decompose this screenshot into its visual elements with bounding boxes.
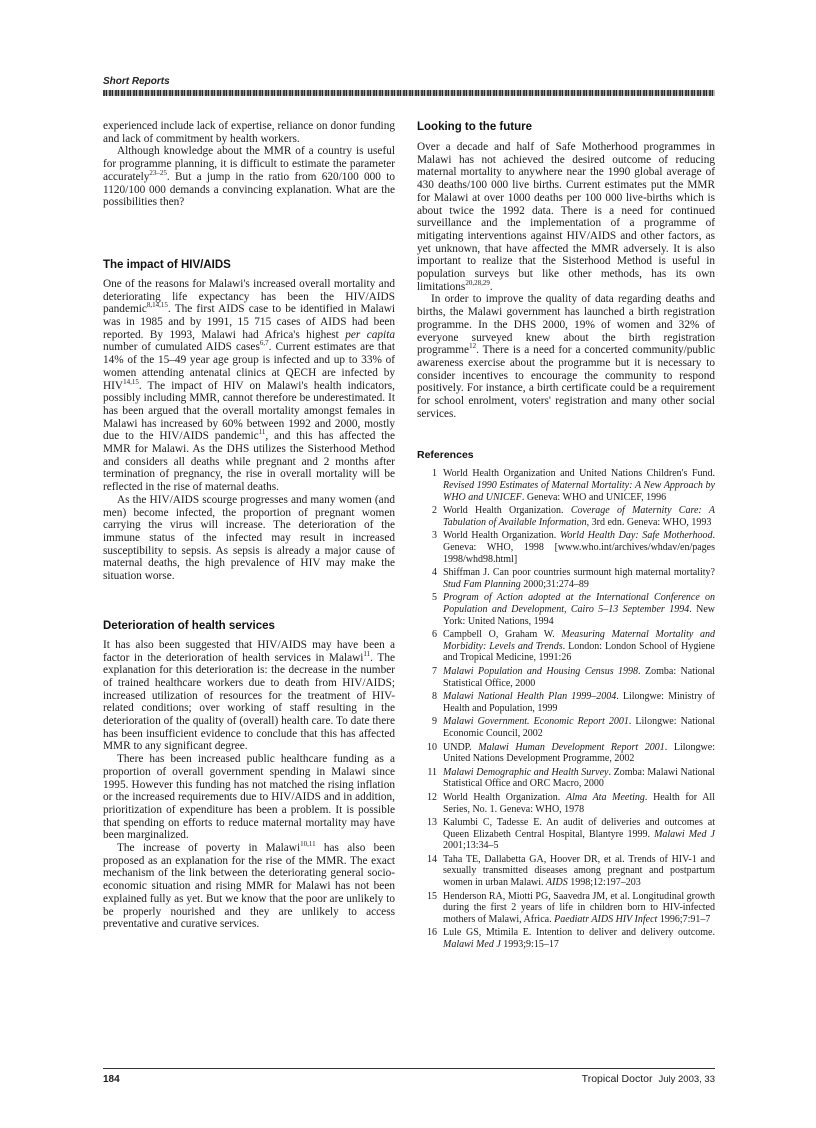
paragraph-future-2: In order to improve the quality of data regarding deaths and births, the Malawi government has launched a birth registration programme. In the DHS 2000, 19% of women and 32% of everyone surveyed knew about the birth registration programme$^{12}$. There is a need for a concerted community/public awareness exercise about the programme but it is necessary to consider incentives to encourage the community to respond positively. For instance, a birth certificate could be a requirement for school enrolment, voters' registration and many other social services. (417, 293, 715, 420)
reference-number: 9 (432, 716, 437, 728)
paragraph-hiv-2: As the HIV/AIDS scourge progresses and many women (and men) become infected, the proportion of pregnant women carrying the virus will increase. The deterioration of the immune status of the infected may result in increased susceptibility to sepsis. As sepsis is already a major cause of maternal deaths, the high prevalence of HIV may make the situation worse. (103, 493, 395, 583)
reference-item (417, 530, 715, 565)
reference-item (417, 817, 715, 852)
paragraph-poverty: The increase of poverty in Malawi$^{10,11}$ has also been proposed as an explanation for the rise of the MMR. The exact mechanism of the link between the deteriorating general socio-economic situation and rising MMR for Malawi has not been explained fully as yet. But we know that the poor are unlikely to be properly nourished and they are unlikely to access preventative and curative services. (103, 840, 395, 931)
reference-item (417, 742, 715, 765)
paragraph-deterioration-2: There has been increased public healthcare funding as a proportion of overall government spending in Malawi since 1995. However this funding has not matched the rising inflation or the increased requirements due to HIV/AIDS and in addition, prioritization of expenditure has been a problem. It is possible that spending on efforts to reduce maternal mortality may have been marginalized. (103, 753, 395, 842)
reference-text: Campbell O, Graham W. Measuring Maternal Mortality and Morbidity: Levels and Trends. London: London School of Hygiene and Tropical Medicine, 1991:26 (443, 629, 716, 664)
reference-item (417, 891, 715, 926)
reference-number: 7 (432, 665, 437, 677)
reference-text: Malawi Demographic and Health Survey. Zomba: Malawi National Statistical Office and ORC Macro, 2000 (443, 766, 715, 790)
reference-number: 4 (432, 567, 437, 579)
reference-item (417, 592, 715, 627)
paragraph-mmr-estimate: Although knowledge about the MMR of a country is useful for programme planning, it is difficult to estimate the parameter accurately$^{23-25}$. But a jump in the ratio from 620/100 000 to 1120/100 000 demands a convincing explanation. What are the possibilities then? (103, 145, 395, 209)
intro-paragraph: experienced include lack of expertise, reliance on donor funding and lack of commitment by health workers. (103, 120, 395, 145)
reference-number: 15 (427, 890, 437, 902)
reference-number: 10 (427, 741, 437, 753)
reference-text: Shiffman J. Can poor countries surmount high maternal mortality? Stud Fam Planning 2000;31:274–89 (443, 567, 715, 590)
reference-item (417, 767, 715, 790)
right-column (417, 120, 715, 953)
reference-text: Lule GS, Mtimila E. Intention to deliver and delivery outcome. Malawi Med J 1993;9:15–17 (443, 927, 715, 951)
reference-text: World Health Organization. World Health Day: Safe Motherhood. Geneva: WHO, 1998 [www.who.int/archives/whdav/en/pages 1998/whd98.html] (443, 530, 715, 565)
reference-text: World Health Organization. Coverage of Maternity Care: A Tabulation of Available Information, 3rd edn. Geneva: WHO, 1993 (443, 505, 715, 528)
reference-text: Malawi National Health Plan 1999–2004. Lilongwe: Ministry of Health and Population, 1999 (443, 691, 715, 714)
paragraph-hiv-1: One of the reasons for Malawi's increased overall mortality and deteriorating life expectancy has been the HIV/AIDS pandemic$^{8,14,15}$. The first AIDS case to be identified in Malawi was in 1985 and by 1991, 15 715 cases of AIDS had been reported. By 1993, Malawi had Africa's highest per capita number of cumulated AIDS cases$^{6,7}$. Current estimates are that 14% of the 15–49 year age group is infected and up to 33% of women attending antenatal clinics at QECH are infected by HIV$^{14,15}$. The impact of HIV on Malawi's health indicators, possibly including MMR, cannot therefore be underestimated. It has been argued that the overall mortality amongst females in Malawi has increased by 60% between 1992 and 2000, mostly due to the HIV/AIDS pandemic$^{11}$, and this has affected the MMR for Malawi. As the DHS utilizes the Sisterhood Method and considers all deaths while pregnant and 2 months after termination of pregnancy, the rise in overall mortality will be reflected in the rise of maternal deaths. (103, 277, 395, 494)
reference-item (417, 927, 715, 950)
reference-item (417, 505, 715, 528)
reference-text: World Health Organization. Alma Ata Meeting. Health for All Series, No. 1. Geneva: WHO, 1978 (443, 791, 715, 815)
reference-item (417, 468, 715, 503)
reference-text: Henderson RA, Miotti PG, Saavedra JM, et al. Longitudinal growth during the first 2 years of life in children born to HIV-infected mothers of Malawi, Africa. Paediatr AIDS HIV Infect 1996;7:91–7 (443, 890, 715, 925)
journal-citation: Tropical Doctor July 2003, 33 (581, 1073, 715, 1085)
reference-list (417, 468, 715, 950)
reference-number: 5 (432, 592, 437, 604)
reference-text: Kalumbi C, Tadesse E. An audit of deliveries and outcomes at Queen Elizabeth Central Hospital, Blantyre 1999. Malawi Med J 2001;13:34–5 (443, 817, 715, 852)
reference-item (417, 666, 715, 689)
heading-hiv-impact: The impact of HIV/AIDS (103, 258, 231, 271)
heading-looking-future: Looking to the future (417, 121, 532, 133)
reference-item (417, 567, 715, 590)
footer-rule (103, 1068, 715, 1069)
reference-item (417, 792, 715, 815)
heading-references: References (417, 449, 474, 462)
heading-health-services: Deterioration of health services (103, 619, 275, 632)
reference-text: World Health Organization and United Nations Children's Fund. Revised 1990 Estimates of Maternal Mortality: A New Approach by WHO and UNICEF. Geneva: WHO and UNICEF, 1996 (443, 468, 715, 503)
reference-item (417, 854, 715, 889)
header-rule (103, 90, 715, 96)
reference-text: Program of Action adopted at the International Conference on Population and Development, Cairo 5–13 September 1994. New York: United Nations, 1994 (443, 592, 715, 627)
reference-item (417, 691, 715, 714)
reference-number: 3 (432, 530, 437, 542)
reference-number: 11 (427, 766, 437, 778)
reference-number: 14 (427, 853, 437, 865)
paragraph-deterioration-1: It has also been suggested that HIV/AIDS may have been a factor in the deterioration of health services in Malawi$^{11}$. The explanation for this deterioration is: the decrease in the number of trained healthcare workers due to death from HIV/AIDS; increased utilization of resources for the treatment of HIV-related conditions; over working of staff resulting in the deterioration of the quality of (overall) health care. To date there has been insufficient evidence to conclude that this has affected MMR to any significant degree. (103, 638, 395, 753)
running-header: Short Reports (103, 76, 170, 87)
reference-text: Malawi Population and Housing Census 1998. Zomba: National Statistical Office, 2000 (443, 665, 715, 689)
reference-item (417, 629, 715, 664)
left-column (103, 120, 395, 931)
page-number: 184 (103, 1074, 120, 1085)
reference-number: 6 (432, 629, 437, 641)
reference-text: Malawi Government. Economic Report 2001. Lilongwe: National Economic Council, 2002 (443, 716, 716, 739)
reference-item (417, 716, 715, 739)
reference-number: 12 (427, 791, 437, 803)
paragraph-future-1: Over a decade and half of Safe Motherhood programmes in Malawi has not achieved the desired outcome of reducing maternal mortality to anywhere near the 1990 global average of 430 deaths/100 000 live births. Current estimates put the MMR for Malawi at over 1000 deaths per 100 000 live-births which is about twice the 1992 data. There is a need for continued surveillance and the implementation of a programme of mitigating interventions against HIV/AIDS and other factors, as yet unknown, that have affected the MMR adversely. It is also important to realize that the Sisterhood Method is useful in population surveys but like other methods, has its own limitations$^{20,28,29}$. (417, 141, 715, 293)
reference-number: 13 (427, 817, 437, 829)
reference-number: 16 (427, 927, 437, 939)
reference-text: UNDP. Malawi Human Development Report 2001. Lilongwe: United Nations Development Programme, 2002 (443, 741, 715, 765)
reference-number: 1 (432, 468, 437, 480)
reference-number: 8 (432, 691, 437, 703)
reference-text: Taha TE, Dallabetta GA, Hoover DR, et al. Trends of HIV-1 and sexually transmitted diseases among pregnant and postpartum women in urban Malawi. AIDS 1998;12:197–203 (443, 853, 715, 889)
reference-number: 2 (432, 505, 437, 517)
